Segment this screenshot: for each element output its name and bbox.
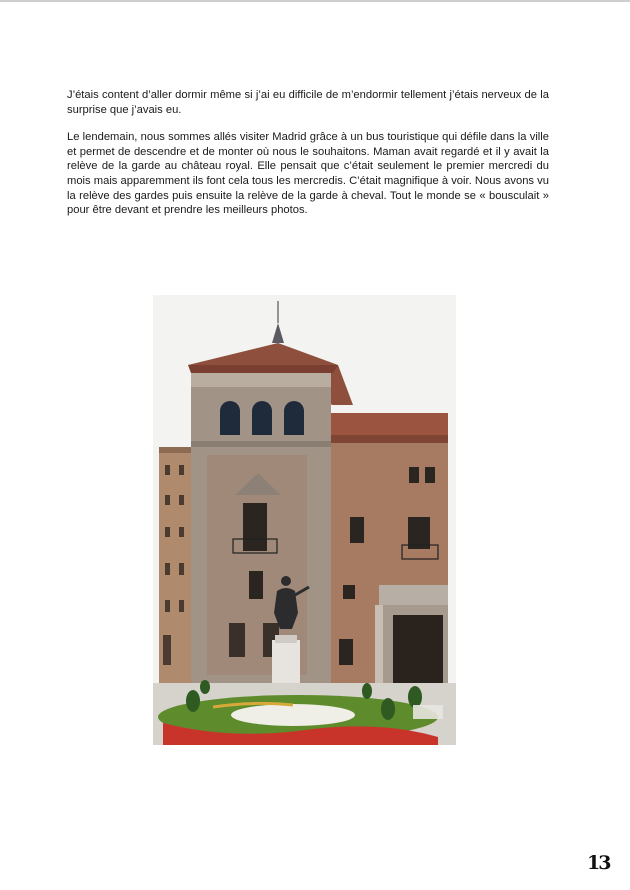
paragraph-1: J’étais content d’aller dormir même si j’ai eu difficile de m’endormir tellement j’étais nerveux de la surprise que j’avais eu. (67, 89, 549, 116)
page-top-edge (0, 0, 630, 2)
page-number: 13 (587, 852, 610, 874)
paragraph-2: Le lendemain, nous sommes allés visiter Madrid grâce à un bus touristique qui défile dans la ville et permet de descendre et de monter où nous le souhaitons. Maman avait regardé et il y avait la relève de la garde au château royal. Elle pensait que c’était seulement le premier mercredi du mois mais apparemment ils font cela tous les mercredis. C’était magnifique à voir. Nous avons vu la relève des gardes puis ensuite la relève de la garde à cheval. Tout le monde se « bousculait » pour être devant et prendre les meilleurs photos. (67, 131, 549, 217)
photo-illustration (153, 295, 456, 745)
photo-madrid (153, 295, 456, 745)
document-body (67, 88, 549, 231)
